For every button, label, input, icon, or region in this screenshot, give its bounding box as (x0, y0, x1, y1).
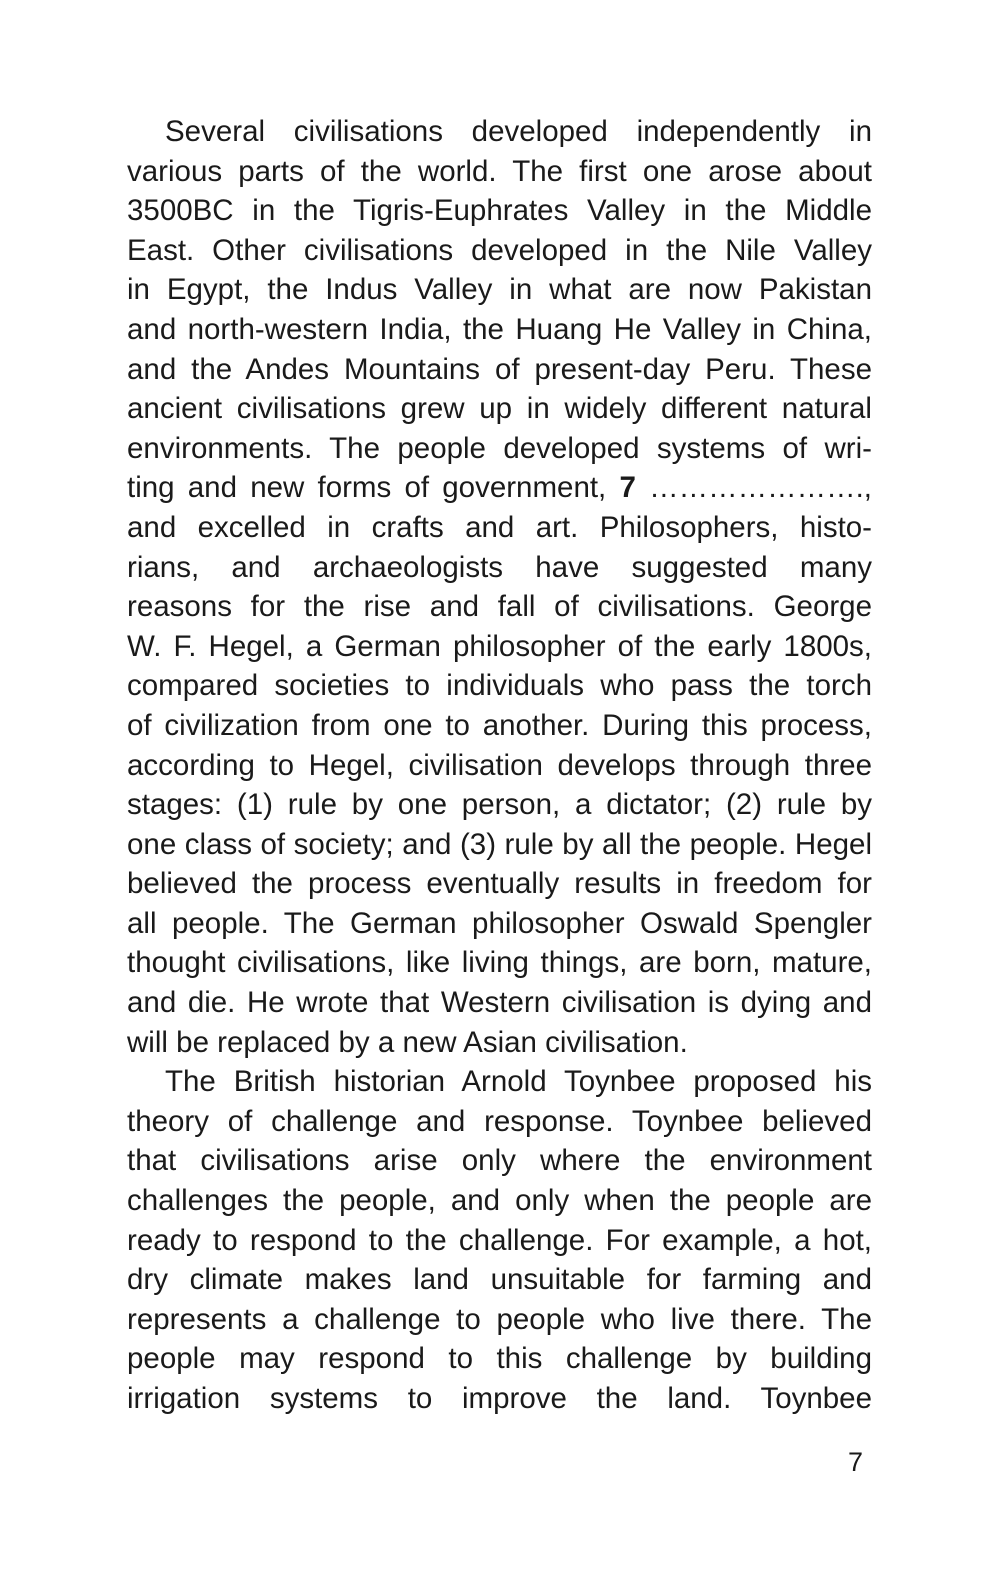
text-line: believed the process eventually results in freedom for (127, 867, 872, 901)
gap-fill-line (127, 468, 872, 508)
text-line: East. Other civilisations developed in the Nile Valley (127, 233, 872, 267)
text-line: challenges the people, and only when the people are (127, 1184, 872, 1218)
gap-number-marker: 7 (619, 471, 636, 505)
body-text (127, 112, 872, 1419)
text-line: one class of society; and (3) rule by all the people. Hegel (127, 827, 872, 861)
text-line: rians, and archaeologists have suggested many (127, 550, 872, 584)
text-line: ready to respond to the challenge. For example, a hot, (127, 1223, 872, 1257)
text-line: represents a challenge to people who live there. The (127, 1302, 872, 1336)
text-line: ancient civilisations grew up in widely different natural (127, 392, 872, 426)
text-line: people may respond to this challenge by building (127, 1342, 872, 1376)
text-line: environments. The people developed systems of wri- (127, 431, 872, 465)
text-line: 3500BC in the Tigris-Euphrates Valley in the Middle (127, 194, 872, 228)
text-line: and the Andes Mountains of present-day Peru. These (127, 352, 872, 386)
text-line: stages: (1) rule by one person, a dictator; (2) rule by (127, 788, 872, 822)
text-line: Several civilisations developed independently in (165, 115, 872, 148)
text-line: dry climate makes land unsuitable for farming and (127, 1263, 872, 1297)
text-line: The British historian Arnold Toynbee proposed his (165, 1065, 872, 1099)
page-number: 7 (848, 1447, 864, 1477)
text-line: thought civilisations, like living things, are born, mature, (127, 946, 872, 980)
text-line: of civilization from one to another. During this process, (127, 708, 872, 742)
text-line: irrigation systems to improve the land. Toynbee (127, 1382, 872, 1415)
text-line: reasons for the rise and fall of civilisations. George (127, 590, 872, 624)
text-line: W. F. Hegel, a German philosopher of the early 1800s, (127, 629, 872, 663)
gap-blank-dots: …………………., (649, 471, 872, 505)
text-line: all people. The German philosopher Oswald Spengler (127, 906, 872, 940)
text-line: according to Hegel, civilisation develops through three (127, 748, 872, 782)
text-line: in Egypt, the Indus Valley in what are now Pakistan (127, 273, 872, 307)
text-line: will be replaced by a new Asian civilisation. (127, 1025, 688, 1059)
text-line: and excelled in crafts and art. Philosophers, histo- (127, 510, 872, 544)
gap-line-text: ting and new forms of government, (127, 471, 607, 505)
text-line: compared societies to individuals who pass the torch (127, 669, 872, 703)
text-line: and die. He wrote that Western civilisation is dying and (127, 986, 872, 1020)
text-line: and north-western India, the Huang He Valley in China, (127, 312, 872, 346)
text-line: various parts of the world. The first one arose about (127, 154, 872, 188)
text-line: that civilisations arise only where the environment (127, 1144, 872, 1178)
text-line: theory of challenge and response. Toynbee believed (127, 1104, 872, 1138)
